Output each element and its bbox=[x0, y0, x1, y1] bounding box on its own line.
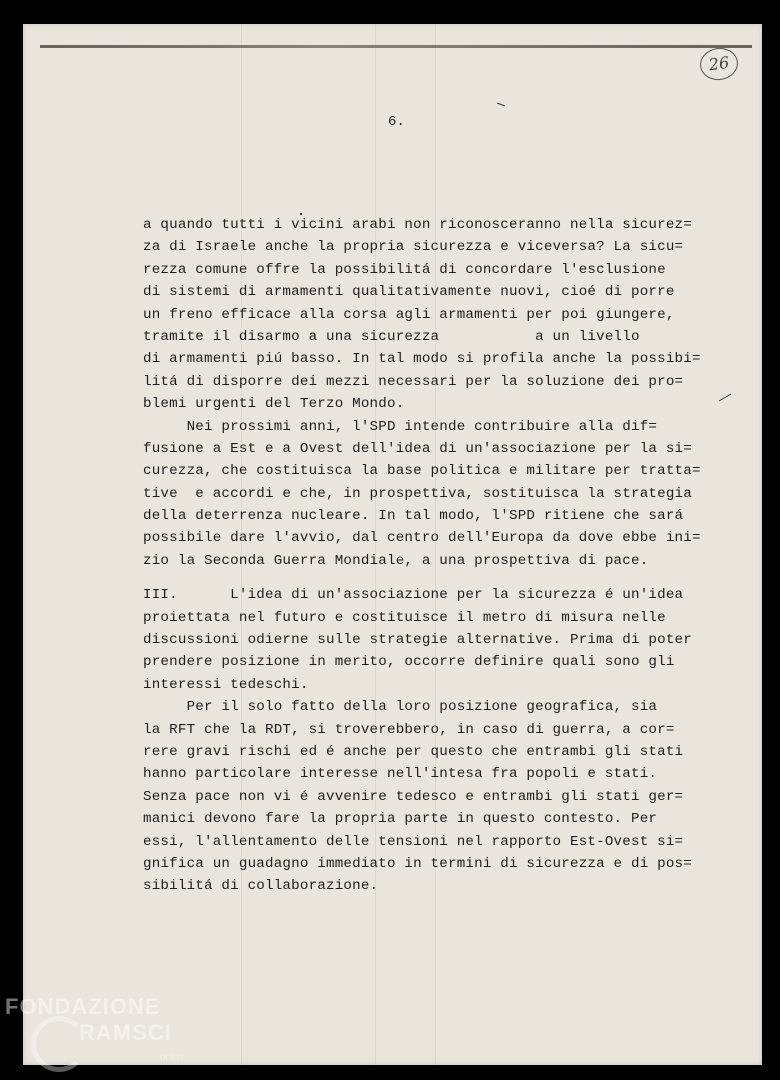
text-line: possibile dare l'avvio, dal centro dell'Europa da dove ebbe ini= bbox=[143, 530, 701, 547]
text-line: manici devono fare la propria parte in questo contesto. Per bbox=[143, 811, 658, 828]
paragraph bbox=[143, 416, 723, 573]
text-line: Senza pace non vi é avvenire tedesco e entrambi gli stati ger= bbox=[143, 788, 684, 805]
page-top-edge bbox=[40, 45, 752, 48]
text-line: tramite il disarmo a una sicurezza a un livello bbox=[143, 328, 640, 345]
paragraph bbox=[143, 584, 723, 696]
text-line: rere gravi rischi ed é anche per questo che entrambi gli stati bbox=[143, 743, 684, 760]
text-line: di armamenti piú basso. In tal modo si profila anche la possibi= bbox=[143, 351, 701, 368]
text-line: Nei prossimi anni, l'SPD intende contribuire alla dif= bbox=[143, 418, 658, 435]
archive-number-stamp: 26 bbox=[698, 46, 740, 83]
watermark-suffix: onlus bbox=[160, 1052, 184, 1063]
text-line: blemi urgenti del Terzo Mondo. bbox=[143, 396, 405, 413]
text-line: prendere posizione in merito, occorre definire quali sono gli bbox=[143, 654, 675, 671]
page-number: 6. bbox=[388, 114, 405, 130]
text-line: un freno efficace alla corsa agli armamenti per poi giungere, bbox=[143, 306, 675, 323]
watermark-line: RAMSCI bbox=[79, 1020, 172, 1045]
text-line: zio la Seconda Guerra Mondiale, a una prospettiva di pace. bbox=[143, 552, 649, 569]
text-line: rezza comune offre la possibilitá di concordare l'esclusione bbox=[143, 261, 666, 278]
text-line: della deterrenza nucleare. In tal modo, l'SPD ritiene che sará bbox=[143, 508, 684, 525]
text-line: III. L'idea di un'associazione per la sicurezza é un'idea bbox=[143, 587, 684, 604]
text-line: interessi tedeschi. bbox=[143, 676, 309, 693]
text-line: fusione a Est e a Ovest dell'idea di un'associazione per la si= bbox=[143, 440, 692, 457]
watermark-line: FONDAZIONE bbox=[5, 994, 161, 1019]
text-line: la RFT che la RDT, si troverebbero, in caso di guerra, a cor= bbox=[143, 721, 675, 738]
text-line: tive e accordi e che, in prospettiva, sostituisca la strategia bbox=[143, 485, 692, 502]
text-line: di sistemi di armamenti qualitativamente nuovi, cioé di porre bbox=[143, 284, 675, 301]
text-line: hanno particolare interesse nell'intesa fra popoli e stati. bbox=[143, 766, 658, 783]
fondazione-gramsci-watermark bbox=[5, 994, 172, 1046]
text-line: za di Israele anche la propria sicurezza e viceversa? La sicu= bbox=[143, 239, 684, 256]
text-line: sibilitá di collaborazione. bbox=[143, 878, 379, 895]
text-line: proiettata nel futuro e costituisce il metro di misura nelle bbox=[143, 609, 666, 626]
text-line: discussioni odierne sulle strategie alternative. Prima di poter bbox=[143, 632, 692, 649]
text-line: gnifica un guadagno immediato in termini di sicurezza e di pos= bbox=[143, 855, 692, 872]
paragraph bbox=[143, 214, 723, 416]
text-line: litá di disporre dei mezzi necessari per la soluzione dei pro= bbox=[143, 373, 684, 390]
text-line: essi, l'allentamento delle tensioni nel rapporto Est-Ovest si= bbox=[143, 833, 684, 850]
body-text bbox=[143, 214, 723, 898]
text-line: a quando tutti i vicini arabi non riconosceranno nella sicurez= bbox=[143, 217, 692, 233]
text-line: Per il solo fatto della loro posizione geografica, sia bbox=[143, 699, 658, 716]
paragraph bbox=[143, 696, 723, 898]
text-line: curezza, che costituisca la base politica e militare per tratta= bbox=[143, 463, 701, 480]
